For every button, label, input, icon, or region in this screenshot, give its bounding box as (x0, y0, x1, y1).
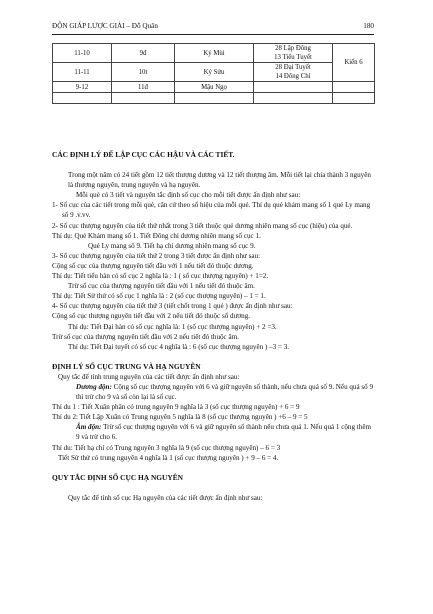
list-item: 1- Số cục của các tiết trong mỗi quẻ, căn cứ theo số hiệu của mỗi quẻ. Thí dụ quẻ khảm mang số 1 quẻ Ly mang số 9 .v.vv. (52, 201, 371, 220)
table-row (53, 82, 375, 93)
page-header (52, 22, 374, 30)
paragraph: Quy tắc để tính trung nguyên của các tiết được ấn định như sau: (58, 372, 240, 381)
paragraph: Mỗi quẻ có 3 tiết và nguyên tắc định số cục cho mỗi tiết được ấn định như sau: (76, 191, 301, 200)
example-line: Thí dụ: Tiết Sử thử có số cục 1 nghĩa là : 2 (số cục thượng nguyên) – 1 = 1. (52, 292, 266, 301)
table-cell: 11đ (112, 82, 175, 93)
paragraph (52, 422, 376, 442)
kien-cell: Kiến 6 (333, 44, 375, 82)
section-heading-dinh-ly: CÁC ĐỊNH LÝ ĐỂ LẬP CỤC CÁC HẬU VÀ CÁC TIẾT. (52, 150, 235, 159)
table-cell (333, 93, 375, 104)
tiet-line: 14 Đông Chí (275, 73, 311, 80)
rule-line: Trừ số cục của thượng nguyên tiết đầu với 2 nếu tiết đó thuộc âm. (52, 332, 239, 341)
page-number: 180 (363, 22, 374, 30)
list-item: 4- Số cục thượng nguyên của tiết thứ 3 (tiết chốt trong 1 quẻ ) được ấn định như sau: (52, 302, 293, 311)
table-cell (112, 93, 175, 104)
am-don-label: Âm độn: (76, 423, 102, 432)
example-line: Thí du 1 : Tiết Xuân phân có trung nguyên 9 nghĩa là 3 (số cục thượng nguyên) + 6 = 9 (52, 403, 300, 412)
table-cell (254, 63, 333, 82)
paragraph (52, 382, 376, 402)
tiet-line: 13 Tiểu Tuyết (274, 54, 312, 61)
table-cell (333, 82, 375, 93)
example-line: Tiết Sử thử có trung nguyên 4 nghĩa là 1 (số cục thượng nguyên ) + 9 – 6 = 4. (58, 453, 279, 462)
duong-don-text: Cộng số cục thượng nguyên với 6 và giữ nguyên số thành, nếu chưa quá số 9. Nếu quá số 9 thì trừ cho 9 và số còn lại là số cục. (76, 382, 374, 402)
table-cell: 9đ (112, 44, 175, 63)
example-line: Thí dụ: Tiết Đại hàn có số cục nghĩa là: 1 (số cục thượng nguyên) + 2 =3. (68, 322, 277, 331)
list-item: 3- Số cục thượng nguyên của tiết thứ 2 trong 3 tiết được ấn định như sau: (52, 251, 261, 260)
table-cell: 11-10 (53, 44, 112, 63)
table-cell (254, 82, 333, 93)
tiet-line: 28 Đại Tuyết (275, 64, 311, 71)
table-cell: Kỷ Mùi (175, 44, 254, 63)
paragraph: Trong một năm có 24 tiết gồm 12 tiết thượng dương và 12 tiết thượng âm. Mỗi tiết lại chia thành 3 nguyên là thượng nguyên, trung nguyên và hạ nguyên. (68, 171, 371, 190)
table-cell: 11-11 (53, 63, 112, 82)
am-don-text: Trừ số cục thượng nguyên với 6 và giữ nguyên số thành nếu chưa quá 1. Nếu quá 1 cộng thêm 9 và trừ cho 6. (76, 423, 371, 442)
table-cell: 9-12 (53, 82, 112, 93)
example-line: Thí du: Tiết hạ chí có Trung nguyên 3 nghĩa là 9 (số cục thượng nguyên) – 6 = 3 (52, 443, 281, 452)
header-rule (52, 34, 374, 35)
rule-line: Cộng số cục thượng nguyên tiết đầu với 2 nếu tiết đó thuộc số dương. (52, 312, 251, 321)
paragraph: Quy tắc để tính số cục Hạ nguyên của các tiết được ấn định như sau: (68, 493, 263, 502)
example-line: Thí dụ: Quẻ Khảm mang số 1. Tiết Đông chí dương nhiên mang số cục 1. (52, 231, 261, 240)
tiet-line: 28 Lập Đông (275, 45, 311, 52)
rule-line: Cộng số cục của thượng nguyên tiết đầu với 1 nếu tiết đó thuộc dương. (52, 261, 254, 270)
table-cell: Kỷ Sửu (175, 63, 254, 82)
table-cell: 10t (112, 63, 175, 82)
list-item: 2- Số cục thượng nguyên của tiết thứ nhất trong 3 tiết thuộc quẻ dương nhiên mang số cục (hiệu) của quẻ. (52, 221, 353, 230)
example-line: Thí du 2: Tiết Lập Xuân có Trung nguyên 5 nghĩa là 8 (số cục thượng nguyên ) +6 – 9 = 5 (52, 413, 308, 422)
table-cell (53, 93, 112, 104)
table-row (53, 44, 375, 63)
table-cell (254, 44, 333, 63)
table-row (53, 93, 375, 104)
section-heading-trung-ha: ĐỊNH LÝ SỐ CỤC TRUNG VÀ HẠ NGUYÊN (52, 361, 201, 371)
document-body (52, 150, 376, 503)
header-title: ĐỘN GIÁP LƯỢC GIẢI – Đỗ Quân (52, 22, 158, 30)
example-line: Thí dụ: Tiết tiểu hàn có số cục 2 nghĩa là : 1 ( số cục thượng nguyên) + 1=2. (52, 272, 269, 281)
rule-line: Trừ số cục của thượng nguyên tiết đầu với 1 nếu tiết đó thuộc âm. (68, 282, 255, 291)
table-cell: Mậu Ngọ (175, 82, 254, 93)
table-cell (254, 93, 333, 104)
calendar-table (52, 43, 375, 104)
table-row (53, 63, 375, 82)
section-heading-ha-nguyen: QUY TẮC ĐỊNH SỐ CỤC HẠ NGUYÊN (52, 472, 183, 482)
example-line: Quẻ Ly mang số 9. Tiết hạ chí dương nhiên mang số cục 9. (88, 241, 256, 250)
example-line: Thí dụ: Tiết Đại tuyết có số cục 4 nghĩa là : 6 (số cục thượng nguyên ) –3 = 3. (68, 342, 290, 351)
table-cell (175, 93, 254, 104)
duong-don-label: Dương độn: (76, 382, 112, 391)
